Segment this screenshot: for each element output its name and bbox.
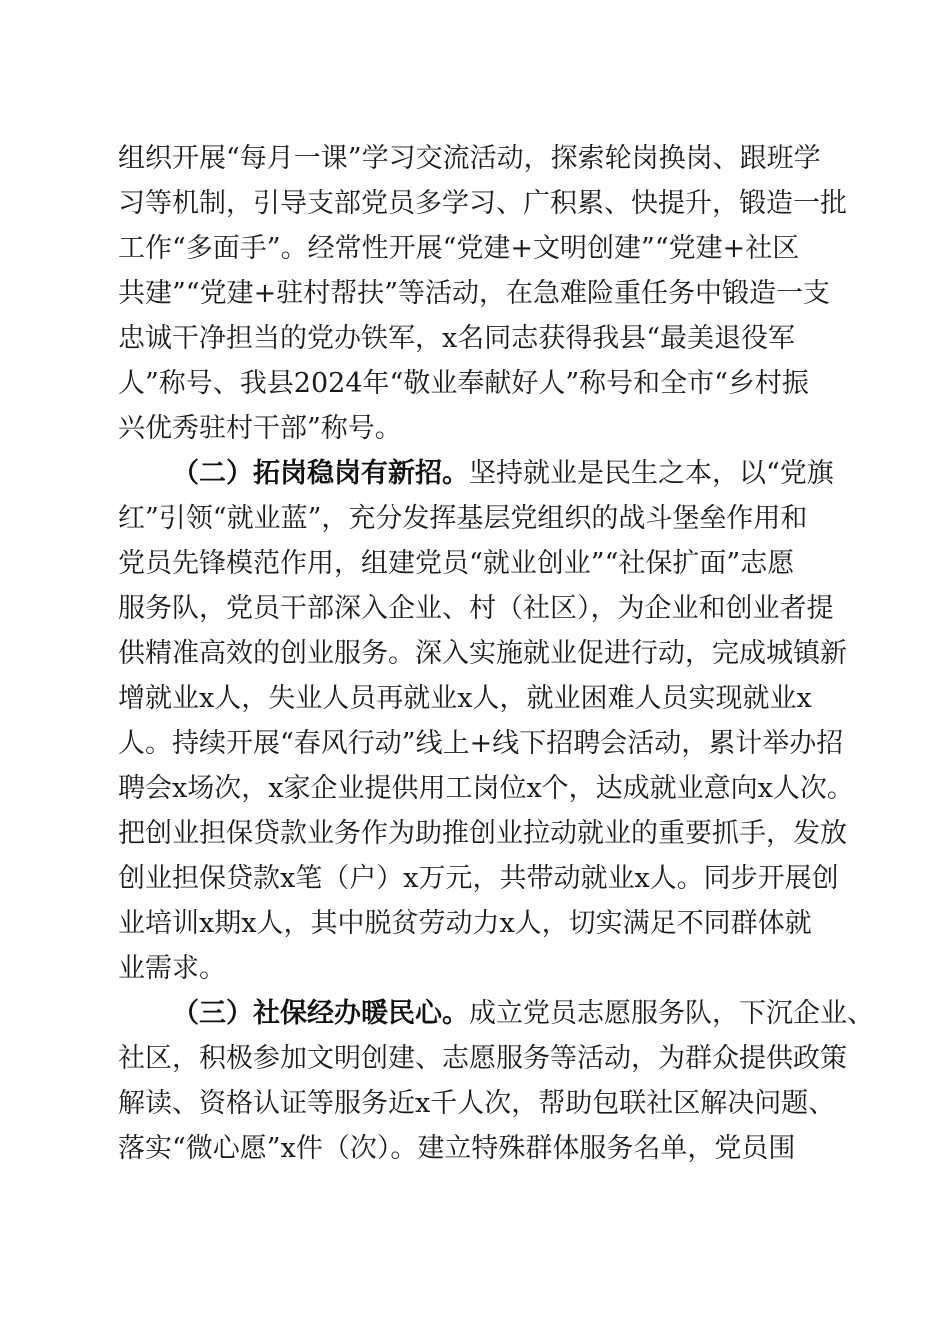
text-line: 忠诚干净担当的党办铁军，x名同志获得我县“最美退役军 [118,323,796,354]
text-line: 兴优秀驻村干部”称号。 [118,413,402,444]
document-body [118,136,874,1171]
text-line: 党员先锋模范作用，组建党员“就业创业”“社保扩面”志愿 [118,548,795,579]
section-heading: （二）拓岗稳岗有新招。 [172,458,469,489]
text-line: 创业担保贷款x笔（户）x万元，共带动就业x人。同步开展创 [118,863,839,894]
text-line: 业需求。 [118,953,226,984]
text-line: 聘会x场次，x家企业提供用工岗位x个，达成就业意向x人次。 [118,773,854,804]
paragraph-1 [118,136,847,451]
text-line: 人”称号、我县2024年“敬业奉献好人”称号和全市“乡村振 [118,368,809,399]
text-line: 习等机制，引导支部党员多学习、广积累、快提升，锻造一批 [118,188,847,219]
text-line: 红”引领“就业蓝”，充分发挥基层党组织的战斗堡垒作用和 [118,503,808,534]
paragraph-2 [118,451,854,991]
text-line: 增就业x人，失业人员再就业x人，就业困难人员实现就业x [118,683,812,714]
text-line: 供精准高效的创业服务。深入实施就业促进行动，完成城镇新 [118,638,847,669]
text-line: 共建”“党建+驻村帮扶”等活动，在急难险重任务中锻造一支 [118,278,831,309]
text-line: 组织开展“每月一课”学习交流活动，探索轮岗换岗、跟班学 [118,143,821,174]
text-line: 解读、资格认证等服务近x千人次，帮助包联社区解决问题、 [118,1088,836,1119]
paragraph-3 [118,991,874,1171]
text-line: 落实“微心愿”x件（次）。建立特殊群体服务名单，党员围 [118,1133,796,1164]
text-line: 人。持续开展“春风行动”线上+线下招聘会活动，累计举办招 [118,728,844,759]
text-line: 业培训x期x人，其中脱贫劳动力x人，切实满足不同群体就 [118,908,812,939]
text-line: 工作“多面手”。经常性开展“党建+文明创建”“党建+社区 [118,233,800,264]
paragraph-first-line [118,451,838,496]
text-run: 成立党员志愿服务队，下沉企业、 [469,998,874,1029]
paragraph-first-line [118,991,874,1036]
section-heading: （三）社保经办暖民心。 [172,998,469,1029]
text-line: 社区，积极参加文明创建、志愿服务等活动，为群众提供政策 [118,1043,847,1074]
text-line: 把创业担保贷款业务作为助推创业拉动就业的重要抓手，发放 [118,818,847,849]
text-line: 服务队，党员干部深入企业、村（社区），为企业和创业者提 [118,593,834,624]
text-run: 坚持就业是民生之本，以“党旗 [469,458,834,489]
